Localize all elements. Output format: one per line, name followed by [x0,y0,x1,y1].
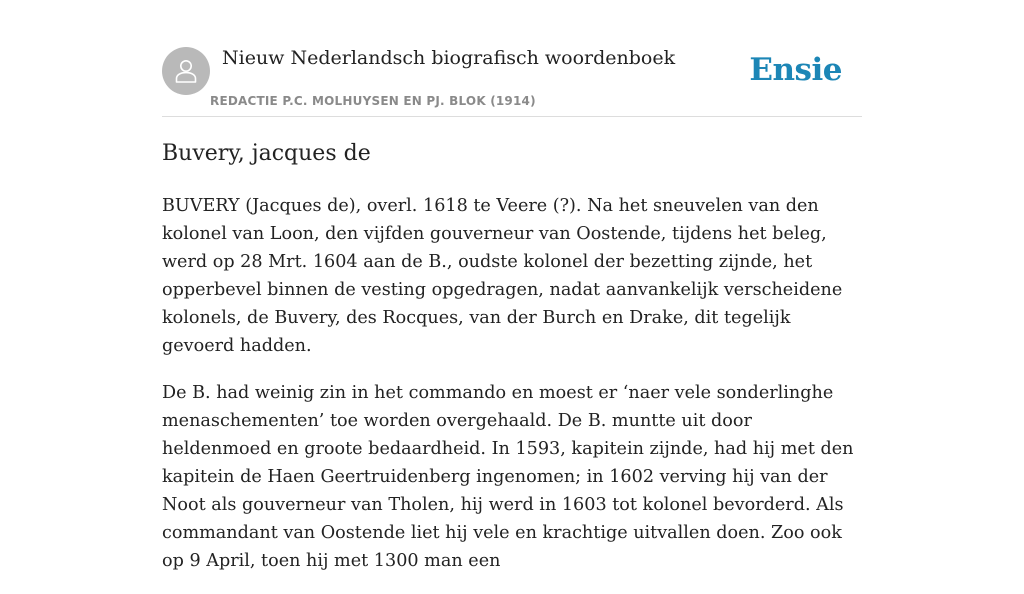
entry-body [162,192,862,594]
entry-paragraph: BUVERY (Jacques de), overl. 1618 te Veere (?). Na het sneuvelen van den kolonel van Loon, den vijfden gouverneur van Oostende, tijdens het beleg, werd op 28 Mrt. 1604 aan de B., oudste kolonel der bezetting zijnde, het opperbevel binnen de vesting opgedragen, nadat aanvankelijk verscheidene kolonels, de Buvery, des Rocques, van der Burch en Drake, dit tegelijk gevoerd hadden. [162,196,843,356]
book-editors: REDACTIE P.C. MOLHUYSEN EN PJ. BLOK (1914) [210,94,536,108]
user-silhouette-icon [173,58,199,84]
entry-paragraph: De B. had weinig zin in het commando en moest er ‘naer vele sonderlinghe menaschementen’ toe worden overgehaald. De B. muntte uit door heldenmoed en groote bedaardheid. In 1593, kapitein zijnde, had hij met den kapitein de Haen Geertruidenberg ingenomen; in 1602 verving hij van der Noot als gouverneur van Tholen, hij werd in 1603 tot kolonel bevorderd. Als commandant van Oostende liet hij vele en krachtige uitvallen doen. Zoo ook op 9 April, toen hij met 1300 man een [162,383,854,571]
dictionary-header [162,46,862,117]
avatar[interactable] [162,47,210,95]
ensie-logo[interactable]: Ensie [749,52,842,88]
entry-title: Buvery, jacques de [162,141,371,166]
book-title-link[interactable]: Nieuw Nederlandsch biografisch woordenboek [222,47,676,69]
